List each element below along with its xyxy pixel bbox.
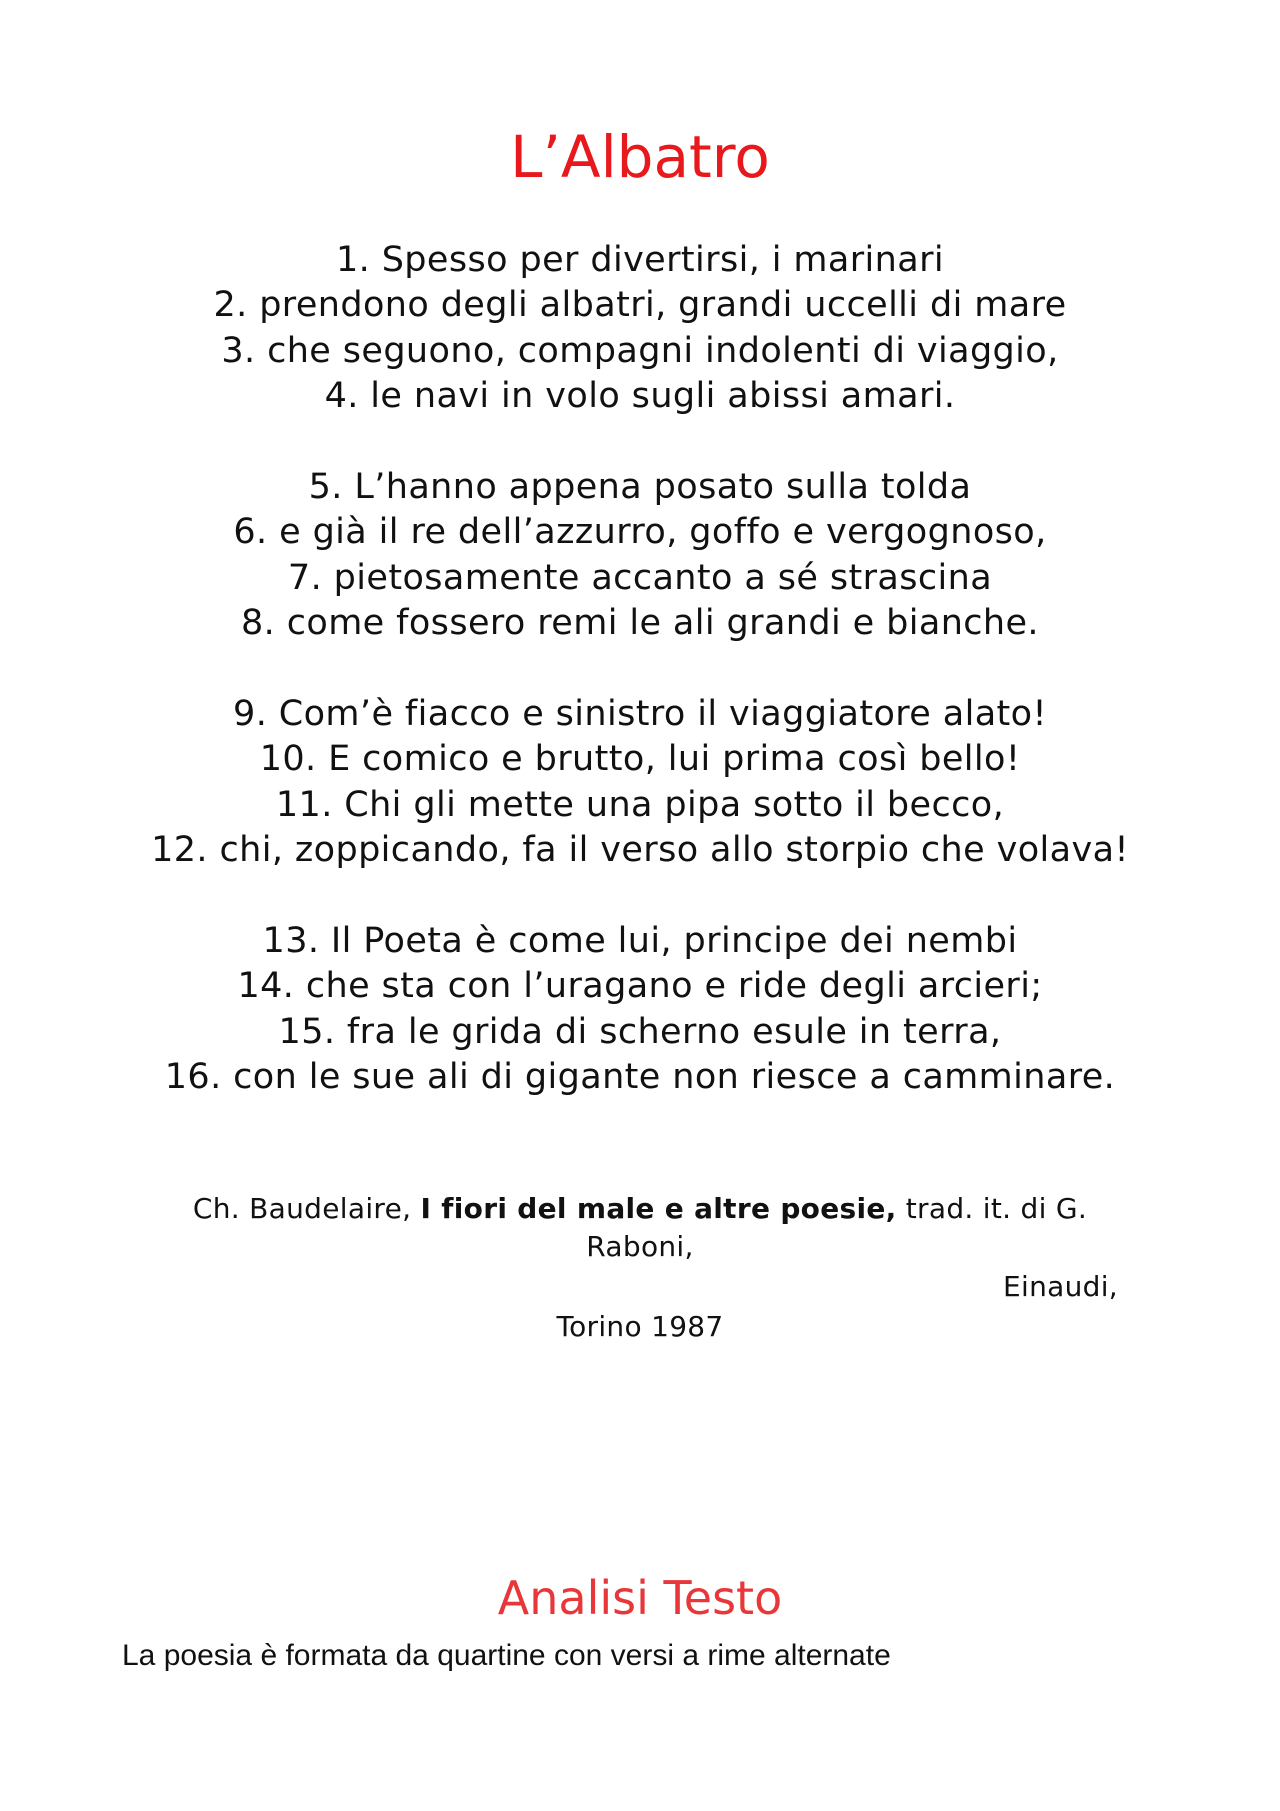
verse: 7. pietosamente accanto a sé strascina (287, 557, 993, 598)
source-citation (0, 1190, 1280, 1346)
citation-line (0, 1190, 1280, 1228)
verse: 8. come fossero remi le ali grandi e bianche. (241, 603, 1039, 644)
stanza (0, 238, 1280, 420)
citation-city-year: Torino 1987 (556, 1310, 724, 1343)
stanza (0, 692, 1280, 874)
verse: 14. che sta con l’uragano e ride degli arcieri; (237, 966, 1043, 1007)
verse: 1. Spesso per divertirsi, i marinari (335, 240, 945, 280)
verse: 12. chi, zoppicando, fa il verso allo storpio che volava! (151, 830, 1129, 871)
verse: 5. L’hanno appena posato sulla tolda (308, 467, 972, 508)
citation-author: Ch. Baudelaire, (192, 1192, 412, 1225)
poem-body (0, 238, 1280, 1146)
verse: 4. le navi in volo sugli abissi amari. (324, 376, 956, 417)
verse: 9. Com’è fiacco e sinistro il viaggiatore alato! (233, 694, 1047, 735)
analysis-text: La poesia è formata da quartine con versi a rime alternate (122, 1639, 891, 1672)
citation-translator-name: Raboni, (586, 1230, 694, 1263)
analysis-title: Analisi Testo (497, 1571, 783, 1625)
verse: 15. fra le grida di scherno esule in terra, (278, 1011, 1002, 1052)
verse: 11. Chi gli mette una pipa sotto il becco, (275, 784, 1005, 825)
citation-translator: trad. it. di G. (905, 1192, 1088, 1225)
verse: 3. che seguono, compagni indolenti di viaggio, (221, 330, 1059, 371)
citation-book: I fiori del male e altre poesie, (420, 1192, 897, 1225)
citation-publisher: Einaudi, (1003, 1270, 1118, 1303)
verse: 16. con le sue ali di gigante non riesce a camminare. (164, 1057, 1116, 1098)
verse: 6. e già il re dell’azzurro, goffo e vergognoso, (233, 512, 1047, 553)
stanza (0, 919, 1280, 1101)
verse: 2. prendono degli albatri, grandi uccelli di mare (213, 285, 1067, 326)
poem-title: L’Albatro (510, 123, 770, 191)
verse: 13. Il Poeta è come lui, principe dei nembi (262, 921, 1018, 962)
stanza (0, 465, 1280, 647)
verse: 10. E comico e brutto, lui prima così bello! (259, 739, 1021, 780)
